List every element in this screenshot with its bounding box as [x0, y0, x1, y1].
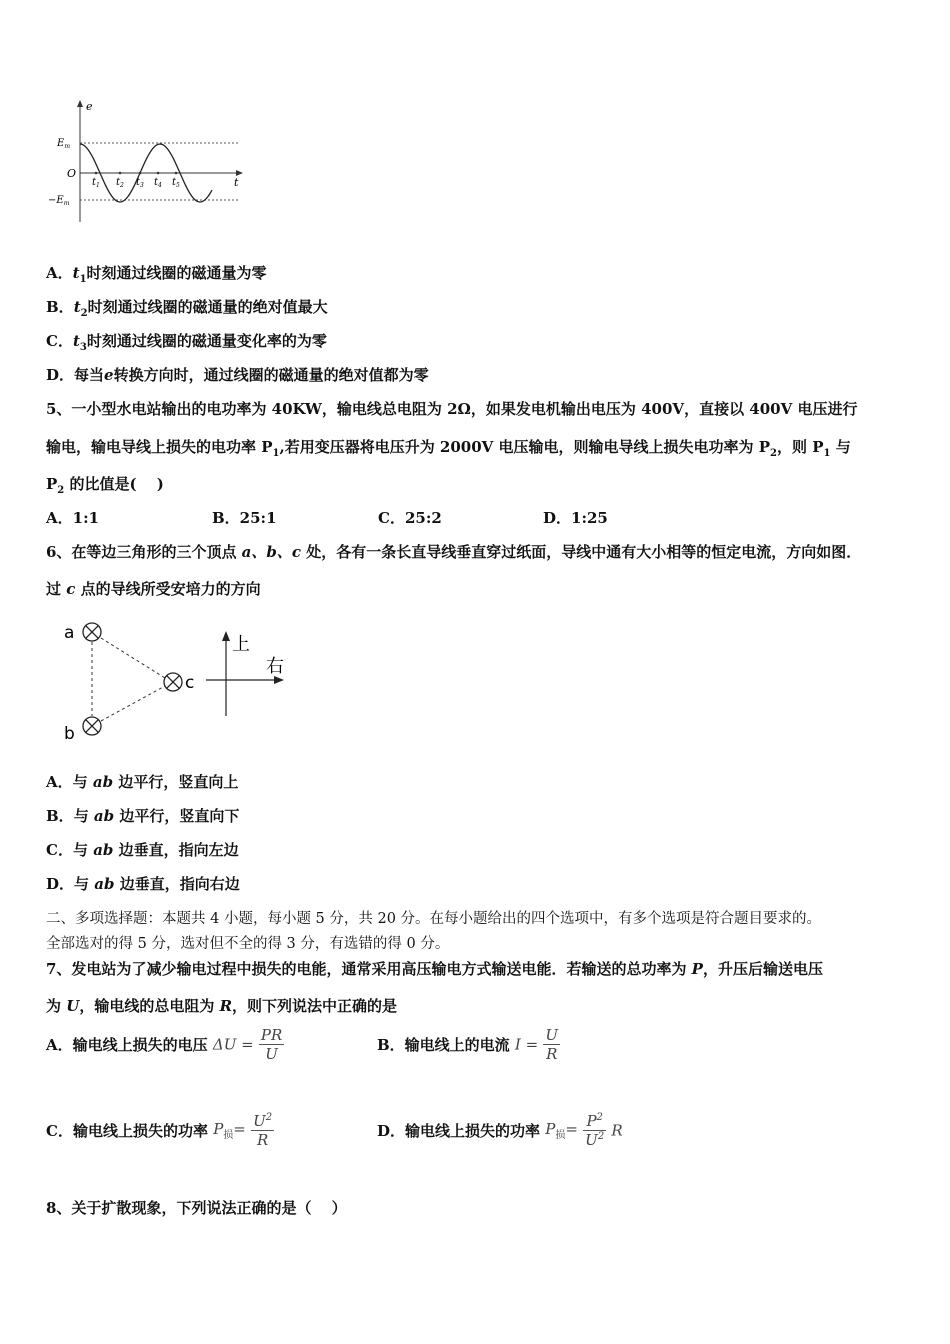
q7-formula-d-tail: R: [611, 1121, 623, 1140]
neg-max-label: $-E_m$: [48, 195, 70, 207]
q7-formula-b-lhs: I =: [514, 1035, 539, 1054]
time-tick-2: [119, 172, 122, 175]
q6-option-d[interactable]: D．与 ab 边垂直，指向右边: [46, 875, 240, 893]
q7-formula-a-fraction: $\frac{PR}{U}$: [260, 1026, 283, 1063]
q7-formula-d-fraction: $\frac{P^2}{U^2}$: [585, 1112, 605, 1149]
side-ac: [101, 638, 165, 678]
time-label-5: $t_5$: [172, 177, 180, 189]
q5-stem-line3: $P_2$ 的比值是( ): [46, 475, 164, 496]
wire-c-into-page-icon: [164, 673, 182, 691]
q4-option-d[interactable]: D．每当e转换方向时，通过线圈的磁通量的绝对值都为零: [46, 366, 429, 384]
q7-formula-a-lhs: ΔU =: [212, 1035, 254, 1054]
q8-stem: 8、关于扩散现象，下列说法正确的是（ ）: [46, 1199, 347, 1217]
time-label-2: $t_2$: [116, 177, 124, 189]
origin-label: O: [67, 167, 77, 180]
q7-stem-line2: 为 U，输电线的总电阻为 R，则下列说法中正确的是: [46, 997, 398, 1015]
q7-option-c[interactable]: C．输电线上损失的功率 $P_损=$ $\frac{U^2}{R}$: [46, 1112, 273, 1149]
q7-option-d[interactable]: D．输电线上损失的功率 $P_损=$ $\frac{P^2}{U^2}$ R: [377, 1112, 623, 1149]
pos-max-label: $E_m$: [57, 138, 71, 150]
q5-stem-line1: 5、一小型水电站输出的电功率为 40KW，输电线总电阻为 2Ω，如果发电机输出电压为 400V，直接以 400V 电压进行: [46, 400, 858, 418]
time-tick-5: [175, 172, 178, 175]
up-arrow-icon: [222, 631, 230, 641]
side-bc: [101, 686, 165, 721]
y-axis-label: e: [86, 100, 93, 113]
triangle-wires-figure: [56, 612, 296, 747]
sine-wave-figure: [40, 96, 255, 226]
time-tick-3: [139, 172, 142, 175]
wire-b-into-page-icon: [83, 717, 101, 735]
q6-stem-line2: 过 c 点的导线所受安培力的方向: [46, 580, 261, 598]
label-a: a: [64, 623, 75, 643]
q5-option-b[interactable]: B．25:1: [212, 509, 277, 527]
q6-option-a[interactable]: A．与 ab 边平行，竖直向上: [46, 773, 239, 791]
q6-stem-line1: 6、在等边三角形的三个顶点 a、b、c 处，各有一条长直导线垂直穿过纸面，导线中通有大小相等的恒定电流，方向如图．: [46, 543, 862, 561]
q6-option-c[interactable]: C．与 ab 边垂直，指向左边: [46, 841, 239, 859]
q7-option-a[interactable]: A．输电线上损失的电压 ΔU = $\frac{PR}{U}$: [46, 1026, 283, 1063]
right-arrow-icon: [274, 676, 284, 684]
time-label-1: $t_1$: [92, 177, 100, 189]
q5-option-c[interactable]: C．25:2: [378, 509, 442, 527]
q6-option-b[interactable]: B．与 ab 边平行，竖直向下: [46, 807, 240, 825]
y-axis-arrow: [77, 100, 83, 107]
q7-formula-b-fraction: $\frac{U}{R}$: [545, 1026, 559, 1063]
label-right: 右: [266, 656, 284, 677]
label-c: c: [185, 673, 195, 693]
q4-option-a[interactable]: A．$t_1$时刻通过线圈的磁通量为零: [46, 264, 267, 285]
x-axis-label: t: [234, 176, 239, 189]
time-labels: [92, 172, 180, 189]
label-up: 上: [232, 634, 250, 655]
section2-heading-line2: 全部选对的得 5 分，选对但不全的得 3 分，有选错的得 0 分。: [46, 936, 450, 952]
q4-option-b[interactable]: B．$t_2$时刻通过线圈的磁通量的绝对值最大: [46, 298, 328, 319]
q5-stem-line2: 输电，输电导线上损失的电功率 $P_1$,若用变压器将电压升为 2000V 电压输电，则输电导线上损失电功率为 $P_2$，则 $P_1$ 与: [46, 438, 851, 459]
q7-formula-c-lhs: $P_损=$: [213, 1120, 246, 1141]
q5-option-d[interactable]: D．1:25: [543, 509, 608, 527]
q7-option-b[interactable]: B．输电线上的电流 I = $\frac{U}{R}$: [377, 1026, 559, 1063]
label-b: b: [64, 724, 75, 744]
q7-formula-d-lhs: $P_损=$: [545, 1120, 578, 1141]
time-label-4: $t_4$: [154, 177, 162, 189]
section2-heading-line1: 二、多项选择题：本题共 4 小题，每小题 5 分，共 20 分。在每小题给出的四个选项中，有多个选项是符合题目要求的。: [46, 911, 822, 927]
q7-stem-line1: 7、发电站为了减少输电过程中损失的电能，通常采用高压输电方式输送电能．若输送的总功率为 P，升压后输送电压: [46, 960, 823, 978]
q5-option-a[interactable]: A．1:1: [46, 509, 100, 527]
time-tick-1: [95, 172, 98, 175]
wire-a-into-page-icon: [83, 623, 101, 641]
q4-option-c[interactable]: C．$t_3$时刻通过线圈的磁通量变化率的为零: [46, 332, 327, 353]
time-tick-4: [157, 172, 160, 175]
time-label-3: $t_3$: [136, 177, 144, 189]
q7-formula-c-fraction: $\frac{U^2}{R}$: [253, 1112, 273, 1149]
